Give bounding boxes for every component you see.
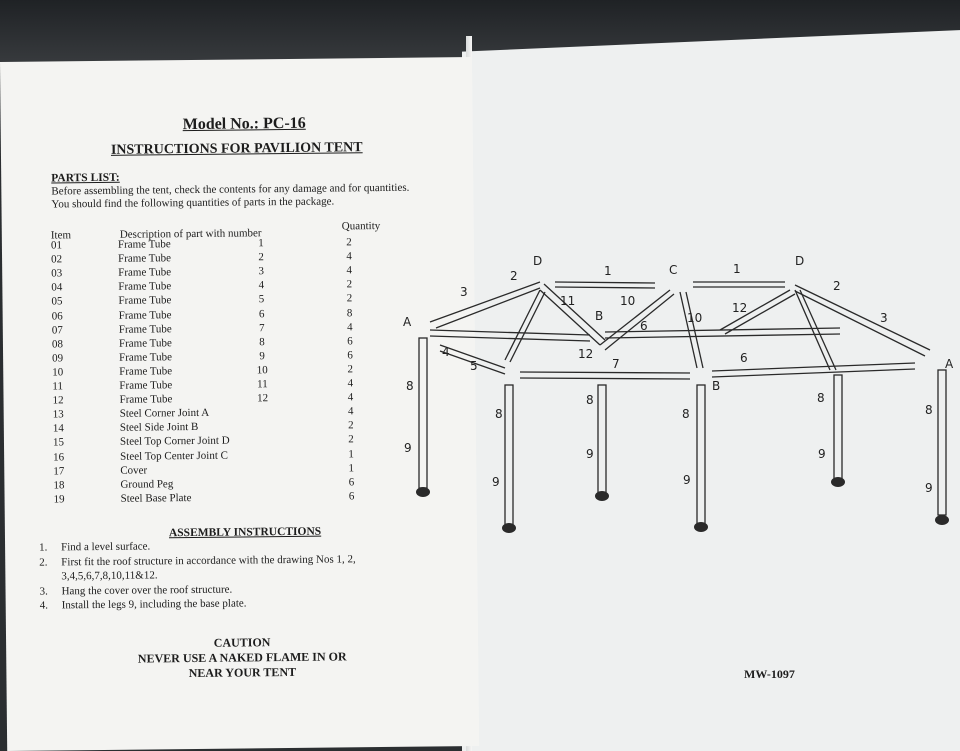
label-tube-2-left: 2 (510, 269, 518, 283)
model-number: Model No.: PC-16 (182, 114, 306, 134)
part-number: 7 (258, 321, 265, 334)
part-description: Frame Tube (118, 336, 172, 350)
label-tube-5: 5 (470, 359, 478, 373)
label-joint-a-right: A (945, 357, 954, 371)
label-tube-8-c: 8 (586, 393, 594, 407)
diagram-labels (403, 254, 954, 495)
part-number: 10 (256, 364, 268, 377)
part-quantity: 6 (348, 476, 355, 489)
part-item-number: 09 (52, 352, 64, 365)
label-tube-3-left: 3 (460, 285, 468, 299)
part-description: Frame Tube (119, 365, 173, 378)
part-item-number: 19 (53, 493, 65, 506)
step-text: 3,4,5,6,7,8,10,11&12. (61, 569, 158, 583)
part-item-number: 03 (51, 267, 63, 280)
parts-intro-line-1: Before assembling the tent, check the contents for any damage and for quantities. (51, 181, 410, 198)
part-description: Frame Tube (118, 252, 172, 265)
label-tube-9-f: 9 (925, 481, 933, 495)
label-tube-8-a: 8 (406, 379, 414, 393)
table-header-quantity: Quantity (341, 220, 381, 233)
part-item-number: 08 (51, 338, 64, 351)
label-tube-10b: 10 (687, 311, 703, 325)
part-item-number: 12 (52, 394, 64, 407)
part-description: Frame Tube (118, 294, 172, 308)
part-description: Steel Side Joint B (119, 421, 199, 435)
document-title: INSTRUCTIONS FOR PAVILION TENT (110, 140, 363, 158)
label-tube-1-left: 1 (604, 264, 612, 278)
part-description: Frame Tube (119, 379, 173, 392)
part-item-number: 06 (51, 309, 63, 322)
part-description: Frame Tube (119, 351, 173, 364)
table-header-item: Item (50, 229, 72, 242)
part-quantity: 2 (346, 236, 352, 249)
part-item-number: 17 (53, 464, 65, 478)
parts-list-heading: PARTS LIST: (51, 171, 120, 185)
part-description: Steel Corner Joint A (119, 407, 210, 420)
label-tube-12: 12 (732, 301, 748, 315)
caution-line-1: NEVER USE A NAKED FLAME IN OR (137, 649, 347, 666)
part-quantity: 6 (347, 335, 353, 348)
part-item-number: 14 (52, 422, 64, 435)
part-description: Frame Tube (118, 266, 172, 279)
part-description: Steel Base Plate (120, 491, 192, 505)
label-joint-b-left: B (595, 309, 604, 323)
label-tube-9-e: 9 (818, 447, 826, 461)
label-tube-10: 10 (620, 294, 636, 308)
assembly-heading: ASSEMBLY INSTRUCTIONS (168, 525, 322, 540)
part-quantity: 1 (348, 461, 355, 474)
part-number: 2 (258, 251, 264, 264)
part-item-number: 16 (53, 450, 65, 463)
part-description: Frame Tube (118, 280, 172, 294)
table-header-description: Description of part with number (119, 227, 262, 241)
part-description: Frame Tube (119, 393, 173, 406)
caution-title: CAUTION (213, 635, 271, 650)
part-number: 11 (257, 378, 268, 391)
part-item-number: 05 (51, 295, 63, 308)
part-number: 8 (259, 335, 265, 348)
label-tube-11: 11 (560, 294, 576, 308)
part-description: Frame Tube (118, 322, 172, 336)
part-quantity: 2 (348, 433, 354, 446)
label-tube-9-d: 9 (683, 473, 691, 487)
part-description: Frame Tube (118, 308, 172, 322)
label-joint-b-right: B (712, 379, 721, 393)
part-number: 12 (256, 392, 269, 405)
part-quantity: 4 (346, 250, 352, 263)
label-tube-8-f: 8 (925, 403, 933, 417)
part-item-number: 10 (52, 366, 64, 379)
step-text: Hang the cover over the roof structure. (61, 583, 233, 597)
part-item-number: 02 (51, 253, 63, 266)
step-text: First fit the roof structure in accordance with the drawing Nos 1, 2, (61, 552, 356, 568)
label-tube-9-b: 9 (492, 475, 500, 489)
part-number: 4 (258, 279, 265, 292)
part-description: Frame Tube (117, 238, 171, 251)
label-tube-2-right: 2 (833, 279, 841, 293)
label-tube-8-d: 8 (682, 407, 690, 421)
document-code: MW-1097 (744, 667, 795, 681)
label-tube-9-c: 9 (586, 447, 594, 461)
label-tube-1-right: 1 (733, 262, 741, 276)
part-number: 9 (259, 350, 265, 363)
part-quantity: 4 (347, 405, 354, 418)
label-tube-7: 7 (612, 357, 620, 371)
part-quantity: 4 (347, 377, 354, 390)
step-number: 3. (39, 585, 48, 598)
label-tube-12b: 12 (578, 347, 594, 361)
part-quantity: 1 (348, 447, 354, 460)
label-joint-d-right: D (795, 254, 805, 268)
part-item-number: 13 (52, 408, 64, 421)
step-text: Find a level surface. (61, 540, 151, 554)
parts-intro-line-2: You should find the following quantities of parts in the package. (51, 195, 335, 211)
label-tube-9-a: 9 (404, 441, 412, 455)
part-number: 5 (258, 293, 265, 306)
label-tube-6b: 6 (740, 351, 748, 365)
label-tube-8-e: 8 (817, 391, 825, 405)
part-number: 3 (258, 265, 265, 278)
step-number: 1. (39, 541, 48, 554)
part-item-number: 11 (52, 380, 64, 393)
part-description: Ground Peg (120, 477, 174, 491)
step-number: 4. (39, 599, 49, 612)
label-tube-8-b: 8 (495, 407, 503, 421)
part-quantity: 2 (346, 292, 353, 305)
part-quantity: 4 (346, 320, 353, 333)
part-item-number: 04 (51, 281, 63, 294)
step-text: Install the legs 9, including the base plate. (61, 597, 247, 612)
part-description: Steel Top Corner Joint D (119, 435, 230, 449)
label-joint-d-left: D (533, 254, 543, 268)
caution-line-2: NEAR YOUR TENT (188, 664, 297, 681)
part-item-number: 01 (50, 239, 62, 252)
part-quantity: 6 (348, 490, 355, 503)
label-tube-3-right: 3 (880, 311, 888, 325)
part-quantity: 6 (347, 349, 353, 362)
part-quantity: 2 (348, 419, 354, 432)
step-number: 2. (39, 556, 48, 569)
part-description: Cover (120, 464, 148, 477)
label-joint-c: C (669, 263, 678, 277)
part-quantity: 2 (347, 363, 354, 376)
part-description: Steel Top Center Joint C (120, 449, 229, 463)
part-number: 1 (258, 237, 264, 250)
part-quantity: 4 (346, 264, 353, 277)
part-item-number: 18 (53, 479, 65, 492)
part-quantity: 4 (347, 391, 354, 404)
part-quantity: 8 (346, 306, 353, 319)
label-tube-6: 6 (640, 319, 648, 333)
label-joint-a-left: A (403, 315, 412, 329)
part-number: 6 (258, 307, 265, 320)
part-item-number: 15 (52, 436, 65, 449)
part-quantity: 2 (346, 278, 353, 291)
label-tube-4: 4 (442, 345, 450, 359)
part-item-number: 07 (51, 323, 63, 337)
